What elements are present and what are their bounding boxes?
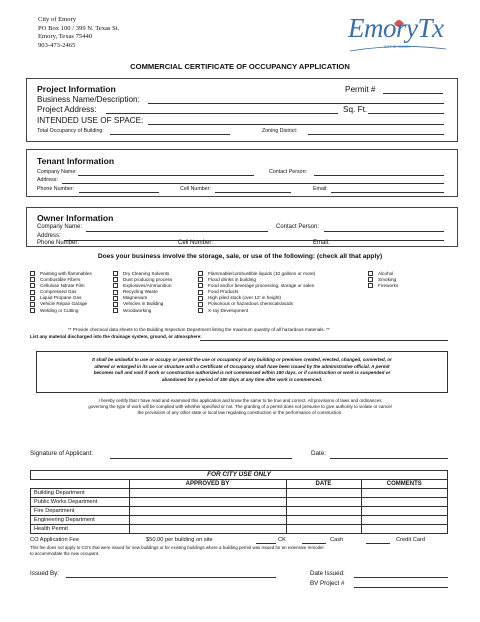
legal-warning-text: It shall be unlawful to use or occupy or permit the use or occupancy of any building or premises created, erected, changed, converted, or altered or enlarged in its use or structure until a Certificate of Occupancy shall have been issued by the administrative official. A permit becomes null and void if work or construction authorized is not commenced within 180 days, or if construction or work is suspended or abandoned for a period of 180 days at any time after work is commenced.: [92, 357, 392, 382]
owner-info-heading: Owner Information: [37, 213, 114, 223]
zoning-field[interactable]: [308, 134, 444, 135]
tenant-contact-field[interactable]: [314, 175, 444, 176]
comments-header: COMMENTS: [361, 480, 448, 489]
owner-phone-label: Phone Number:: [37, 240, 80, 246]
tenant-info-heading: Tenant Information: [37, 156, 115, 166]
ck-label: CK: [278, 537, 286, 543]
sqft-label: Sq. Ft.: [343, 105, 368, 114]
hazard-checkbox-item[interactable]: Woodworking: [113, 308, 172, 314]
hazard-checkbox-item[interactable]: Vehicle Repair Garage: [30, 301, 92, 307]
checkbox-icon: [113, 290, 118, 295]
tenant-cell-field[interactable]: [215, 192, 291, 193]
checkbox-icon: [30, 302, 35, 307]
msds-note: ** Provide chemical data sheets to the Building Inspection Department listing the maximum quantity of all hazardous materials. **: [68, 327, 330, 332]
department-name: Health Permit: [31, 525, 130, 534]
owner-contact-field[interactable]: [324, 231, 444, 232]
business-name-label: Business Name/Description:: [37, 95, 140, 104]
checkbox-icon: [198, 308, 203, 313]
issued-by-field[interactable]: [66, 577, 276, 578]
intended-use-field[interactable]: [148, 124, 444, 125]
checkbox-icon: [30, 296, 35, 301]
hazard-checkbox-item[interactable]: Explosives/Ammunition: [113, 283, 172, 289]
project-info-heading: Project Information: [37, 84, 116, 94]
hazard-checkbox-item[interactable]: X-ray Development: [198, 308, 315, 314]
date-issued-field[interactable]: [354, 577, 448, 578]
table-row: [31, 507, 448, 516]
table-row: [31, 489, 448, 498]
tenant-address-label: Address:: [37, 177, 58, 183]
ck-field[interactable]: [256, 543, 276, 544]
city-use-table: [30, 470, 448, 534]
department-name: Public Works Department: [31, 498, 130, 507]
hazard-checkbox-item[interactable]: Cellulose Nitrate Film: [30, 283, 92, 289]
department-name: Engineering Department: [31, 516, 130, 525]
owner-cell-label: Cell Number:: [178, 240, 214, 246]
owner-company-field[interactable]: [86, 231, 268, 232]
project-address-label: Project Address:: [37, 105, 97, 114]
permit-label: Permit #: [345, 85, 376, 94]
fee-label: CO Application Fee: [30, 537, 80, 543]
date-label: Date:: [311, 450, 327, 457]
table-row: [31, 525, 448, 534]
occupancy-label: Total Occupancy of Building:: [37, 128, 104, 134]
checkbox-icon: [30, 283, 35, 288]
address-line: Emory, Texas 75440: [38, 33, 93, 40]
hazard-checkbox-item[interactable]: Vehicles in Building: [113, 301, 172, 307]
checkbox-icon: [198, 277, 203, 282]
certification-text: I hereby certify that I have read and examined this application and know the same to be true and correct. All provisions of laws and ordinances governing the type of work will be complied with whether specified or not. The granting of a permit does not presume to give authority to violate or cancel the provisions of any other state or local law regulating construction or the performance of construction.: [88, 398, 392, 416]
checkbox-icon: [113, 277, 118, 282]
drainage-field[interactable]: [200, 340, 448, 341]
city-use-title: FOR CITY USE ONLY: [31, 471, 448, 480]
signature-field[interactable]: [110, 458, 292, 459]
address-line: PO Box 100 / 399 N. Texas St.: [38, 24, 120, 32]
owner-contact-label: Contact Person:: [276, 224, 320, 230]
hazard-checkbox-item[interactable]: Food and/or beverage processing, storage or sales: [198, 283, 315, 289]
hazard-checkbox-item[interactable]: Combustible Fibers: [30, 277, 92, 283]
emory-logo: [348, 15, 448, 55]
hazard-checkbox-item[interactable]: Dry Cleaning Solvents: [113, 271, 172, 277]
owner-address-label: Address:: [37, 233, 61, 239]
date-issued-label: Date Issued:: [310, 570, 345, 577]
department-name: Fire Department: [31, 507, 130, 516]
hazard-column-3: [198, 271, 315, 314]
credit-card-label: Credit Card: [396, 537, 426, 543]
hazard-checkbox-item[interactable]: Flammable/combustible liquids (10 gallons or more): [198, 271, 315, 277]
approved-by-header: APPROVED BY: [129, 480, 286, 489]
hazard-checkbox-item[interactable]: Liquid Propane Gas: [30, 295, 92, 301]
zoning-label: Zoning District:: [262, 128, 298, 134]
tenant-email-label: Email:: [313, 186, 328, 192]
checkbox-icon: [30, 308, 35, 313]
occupancy-field[interactable]: [110, 134, 230, 135]
hazard-column-2: [113, 271, 172, 314]
hazard-checkbox-item[interactable]: Food Products: [198, 289, 315, 295]
checkbox-icon: [198, 283, 203, 288]
fee-note: This fee does not apply to CO's that were issued for new buildings or for existing buildings where a building permit was issued for an extensive remodel to accommodate the new occupant.: [30, 545, 324, 556]
bv-project-field[interactable]: [354, 587, 448, 588]
tenant-phone-field[interactable]: [79, 192, 159, 193]
checkbox-icon: [368, 271, 373, 276]
sqft-field[interactable]: [368, 113, 444, 114]
table-row: [31, 516, 448, 525]
intended-use-label: INTENDED USE OF SPACE:: [37, 116, 144, 125]
form-title: COMMERCIAL CERTIFICATE OF OCCUPANCY APPLICATION: [130, 62, 350, 71]
hazard-checkbox-item[interactable]: Fireworks: [368, 283, 398, 289]
hazard-checkbox-item[interactable]: Smoking: [368, 277, 398, 283]
tenant-company-label: Company Name:: [37, 169, 77, 175]
cash-label: Cash: [330, 537, 344, 543]
address-line: 903-473-2465: [38, 41, 76, 49]
owner-company-label: Company Name:: [37, 224, 83, 230]
tenant-company-field[interactable]: [78, 175, 254, 176]
hazard-checkbox-item[interactable]: Compressed Gas: [30, 289, 92, 295]
hazard-checkbox-item[interactable]: Flood drinks in building: [198, 277, 315, 283]
cash-field[interactable]: [302, 543, 326, 544]
hazard-checkbox-item[interactable]: Dust producing process: [113, 277, 172, 283]
drainage-label: List any material discharged into the drainage system, ground, or atmosphere:: [30, 334, 202, 339]
checkbox-icon: [113, 302, 118, 307]
signature-label: Signature of Applicant:: [30, 450, 94, 457]
hazard-checkbox-item[interactable]: Recycling Waste: [113, 289, 172, 295]
checkbox-icon: [198, 296, 203, 301]
hazard-checkbox-item[interactable]: Alcohol: [368, 271, 398, 277]
project-address-field[interactable]: [106, 113, 338, 114]
date-header: DATE: [286, 480, 361, 489]
hazard-column-1: [30, 271, 92, 314]
department-name: Building Department: [31, 489, 130, 498]
checkbox-icon: [368, 277, 373, 282]
hazard-checkbox-item[interactable]: Painting with flammables: [30, 271, 92, 277]
logo-subtext: CITY OF EMORY: [384, 45, 411, 49]
hazard-checkbox-item[interactable]: High piled stock (over 12' in height): [198, 295, 315, 301]
hazard-question: Does your business involve the storage, sale, or use of the following: (check all that apply): [97, 253, 383, 260]
checkbox-icon: [198, 302, 203, 307]
tenant-cell-label: Cell Number:: [180, 186, 211, 192]
checkbox-icon: [113, 283, 118, 288]
tenant-email-field[interactable]: [331, 192, 444, 193]
logo-wordmark: EmoryTx: [348, 13, 444, 43]
issued-by-label: Issued By:: [30, 570, 59, 577]
address-line: City of Emory: [38, 16, 77, 23]
owner-address-field[interactable]: [64, 240, 444, 241]
city-address-block: [38, 16, 119, 50]
date-field[interactable]: [330, 458, 448, 459]
table-row: [31, 498, 448, 507]
tenant-phone-label: Phone Number:: [37, 186, 75, 192]
tenant-address-field[interactable]: [62, 183, 444, 184]
hazard-checkbox-item[interactable]: Magnesium: [113, 295, 172, 301]
hazard-checkbox-item[interactable]: Welding or Cutting: [30, 308, 92, 314]
checkbox-icon: [368, 283, 373, 288]
permit-field[interactable]: [383, 93, 443, 94]
checkbox-icon: [113, 271, 118, 276]
owner-email-label: Email:: [313, 240, 330, 246]
checkbox-icon: [30, 277, 35, 282]
fee-amount: $50.00 per building on site: [146, 537, 213, 543]
checkbox-icon: [113, 296, 118, 301]
checkbox-icon: [113, 308, 118, 313]
department-header-cell: [31, 480, 130, 489]
credit-field[interactable]: [366, 543, 390, 544]
checkbox-icon: [198, 271, 203, 276]
bv-project-label: BV Project #: [310, 580, 345, 587]
checkbox-icon: [30, 271, 35, 276]
checkbox-icon: [198, 290, 203, 295]
checkbox-icon: [30, 290, 35, 295]
hazard-column-4: [368, 271, 398, 289]
tenant-contact-label: Contact Person:: [269, 169, 307, 175]
legal-warning-box: [36, 351, 448, 393]
hazard-checkbox-item[interactable]: Poisonous or hazardous chemicals/acids: [198, 301, 315, 307]
business-name-field[interactable]: [148, 103, 444, 104]
